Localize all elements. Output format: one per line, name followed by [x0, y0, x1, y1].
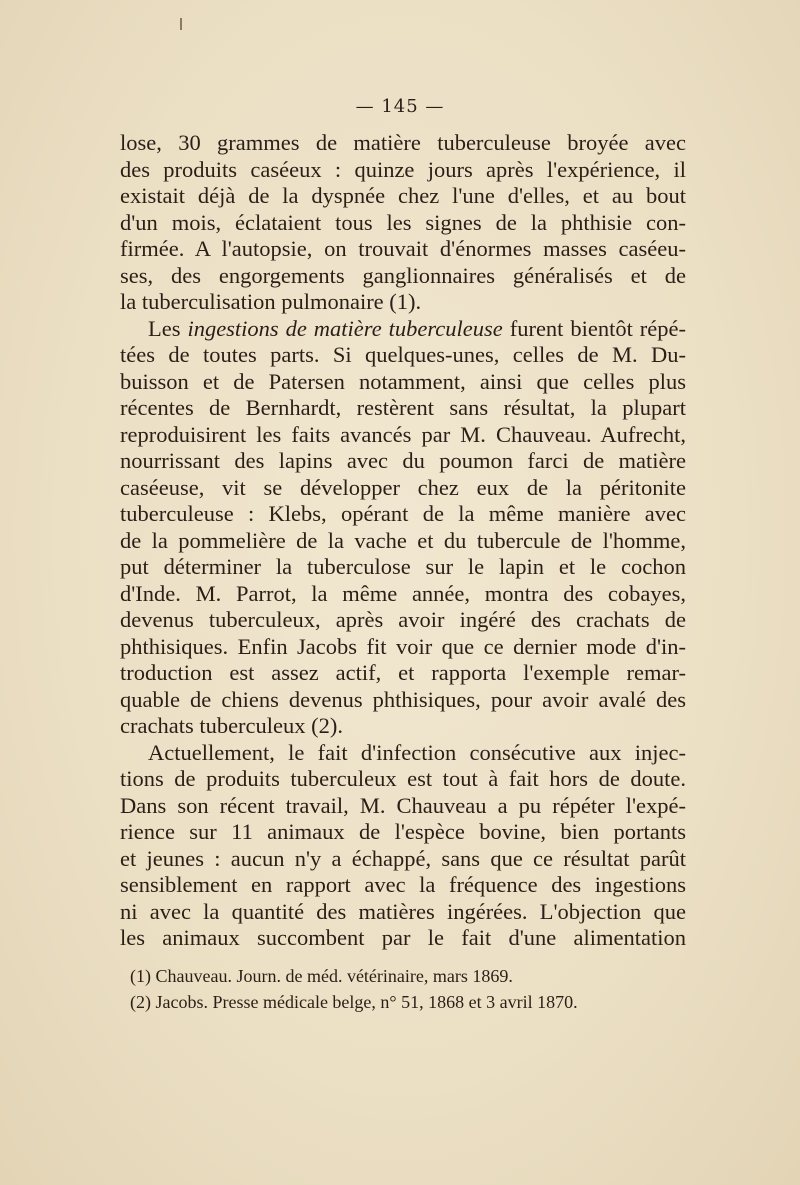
text-line: des produits caséeux : quinze jours après l'expérience, il [120, 156, 686, 182]
text-line [120, 316, 686, 343]
text-line: sensiblement en rapport avec la fréquence des ingestions [120, 872, 686, 897]
text-line: d'un mois, éclataient tous les signes de la phthisie con- [120, 209, 686, 235]
text-line: tions de produits tuberculeux est tout à fait hors de doute. [120, 766, 686, 791]
footnote: (1) Chauveau. Journ. de méd. vétérinaire, mars 1869. [130, 966, 513, 986]
text-line: Dans son récent travail, M. Chauveau a pu répéter l'expé- [120, 792, 686, 818]
text-line: lose, 30 grammes de matière tuberculeuse broyée avec [120, 130, 686, 155]
text-line: phthisiques. Enfin Jacobs fit voir que ce dernier mode d'in- [120, 633, 686, 659]
text-line: firmée. A l'autopsie, on trouvait d'énormes masses caséeu- [120, 236, 686, 261]
text-line: d'Inde. M. Parrot, la même année, montra des cobayes, [120, 580, 686, 606]
text-line: récentes de Bernhardt, restèrent sans résultat, la plupart [120, 395, 686, 420]
text-line: crachats tuberculeux (2). [120, 713, 344, 738]
text-line: et jeunes : aucun n'y a échappé, sans que ce résultat parût [120, 845, 686, 871]
text-line: reproduisirent les faits avancés par M. Chauveau. Aufrecht, [120, 421, 686, 447]
text-line: la tuberculisation pulmonaire (1). [120, 289, 422, 314]
text-line: devenus tuberculeux, après avoir ingéré des crachats de [120, 607, 686, 632]
text-line: caséeuse, vit se développer chez eux de la péritonite [120, 474, 686, 500]
text-line: de la pommelière de la vache et du tubercule de l'homme, [120, 527, 686, 553]
footnote: (2) Jacobs. Presse médicale belge, n° 51, 1868 et 3 avril 1870. [130, 992, 578, 1012]
text-line: tées de toutes parts. Si quelques-unes, celles de M. Du- [120, 342, 686, 367]
body-text [120, 130, 686, 952]
text-line: tuberculeuse : Klebs, opérant de la même manière avec [120, 501, 686, 526]
text-run: Les [148, 315, 188, 341]
margin-mark [180, 18, 182, 30]
text-run: furent bientôt répé- [502, 315, 686, 341]
italic-phrase: ingestions de matière tuberculeuse [187, 315, 503, 341]
text-line: rience sur 11 animaux de l'espèce bovine, bien portants [120, 819, 686, 844]
page-number: — 145 — [355, 96, 445, 117]
text-line: put déterminer la tuberculose sur le lapin et le cochon [120, 554, 686, 579]
text-line: nourrissant des lapins avec du poumon farci de matière [120, 448, 686, 473]
text-line: quable de chiens devenus phthisiques, pour avoir avalé des [120, 686, 686, 712]
text-line: ni avec la quantité des matières ingérées. L'objection que [120, 898, 686, 924]
text-line: troduction est assez actif, et rapporta l'exemple remar- [120, 660, 686, 685]
text-line: existait déjà de la dyspnée chez l'une d'elles, et au bout [120, 183, 686, 208]
text-line: buisson et de Patersen notamment, ainsi que celles plus [120, 368, 686, 394]
text-line: ses, des engorgements ganglionnaires généralisés et de [120, 262, 686, 288]
footnotes [130, 963, 700, 1015]
text-line: les animaux succombent par le fait d'une alimentation [120, 925, 686, 950]
text-line: Actuellement, le fait d'infection consécutive aux injec- [148, 739, 686, 765]
